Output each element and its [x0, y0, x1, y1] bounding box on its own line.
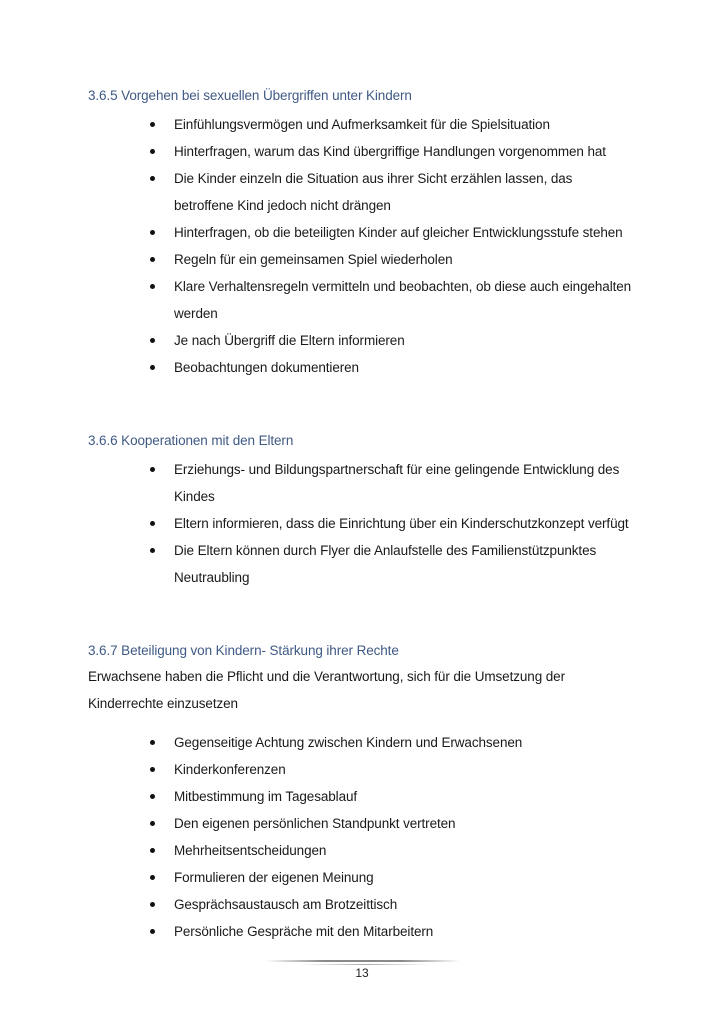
bullet-icon	[150, 257, 155, 262]
bullet-icon	[150, 338, 155, 343]
list-item: Persönliche Gespräche mit den Mitarbeitern	[0, 918, 634, 945]
list-item: Gesprächsaustausch am Brotzeittisch	[0, 891, 634, 918]
footer-divider-secondary	[300, 964, 430, 965]
list-item: Formulieren der eigenen Meinung	[0, 864, 634, 891]
list-item: Hinterfragen, ob die beteiligten Kinder auf gleicher Entwicklungsstufe stehen	[0, 219, 634, 246]
list-item: Die Eltern können durch Flyer die Anlaufstelle des Familienstützpunktes Neutraubling	[0, 537, 634, 591]
bullet-icon	[150, 821, 155, 826]
footer-divider	[265, 960, 460, 962]
bullet-list	[0, 456, 634, 591]
bullet-icon	[150, 767, 155, 772]
list-item: Einfühlungsvermögen und Aufmerksamkeit für die Spielsituation	[0, 111, 634, 138]
list-item: Eltern informieren, dass die Einrichtung über ein Kinderschutzkonzept verfügt	[0, 510, 634, 537]
section-heading: 3.6.5 Vorgehen bei sexuellen Übergriffen unter Kindern	[88, 88, 412, 103]
bullet-icon	[150, 365, 155, 370]
bullet-list	[0, 729, 634, 945]
page-number: 13	[355, 966, 369, 980]
list-item: Je nach Übergriff die Eltern informieren	[0, 327, 634, 354]
list-item: Gegenseitige Achtung zwischen Kindern und Erwachsenen	[0, 729, 634, 756]
bullet-icon	[150, 521, 155, 526]
list-item: Beobachtungen dokumentieren	[0, 354, 634, 381]
bullet-icon	[150, 848, 155, 853]
bullet-list	[0, 111, 634, 381]
bullet-icon	[150, 467, 155, 472]
list-item: Den eigenen persönlichen Standpunkt vertreten	[0, 810, 634, 837]
section-heading: 3.6.6 Kooperationen mit den Eltern	[88, 433, 294, 448]
list-item: Kinderkonferenzen	[0, 756, 634, 783]
bullet-icon	[150, 929, 155, 934]
bullet-icon	[150, 230, 155, 235]
bullet-icon	[150, 149, 155, 154]
bullet-icon	[150, 794, 155, 799]
bullet-icon	[150, 548, 155, 553]
bullet-icon	[150, 740, 155, 745]
list-item: Mehrheitsentscheidungen	[0, 837, 634, 864]
list-item: Regeln für ein gemeinsamen Spiel wiederholen	[0, 246, 634, 273]
bullet-icon	[150, 176, 155, 181]
bullet-icon	[150, 902, 155, 907]
bullet-icon	[150, 284, 155, 289]
list-item: Klare Verhaltensregeln vermitteln und beobachten, ob diese auch eingehalten werden	[0, 273, 634, 327]
list-item: Die Kinder einzeln die Situation aus ihrer Sicht erzählen lassen, das betroffene Kind jedoch nicht drängen	[0, 165, 634, 219]
list-item: Erziehungs- und Bildungspartnerschaft für eine gelingende Entwicklung des Kindes	[0, 456, 634, 510]
list-item: Mitbestimmung im Tagesablauf	[0, 783, 634, 810]
bullet-icon	[150, 875, 155, 880]
bullet-icon	[150, 122, 155, 127]
list-item: Hinterfragen, warum das Kind übergriffige Handlungen vorgenommen hat	[0, 138, 634, 165]
section-heading: 3.6.7 Beteiligung von Kindern- Stärkung ihrer Rechte	[88, 643, 399, 658]
section-intro: Erwachsene haben die Pflicht und die Verantwortung, sich für die Umsetzung der Kinderrechte einzusetzen	[88, 669, 565, 711]
